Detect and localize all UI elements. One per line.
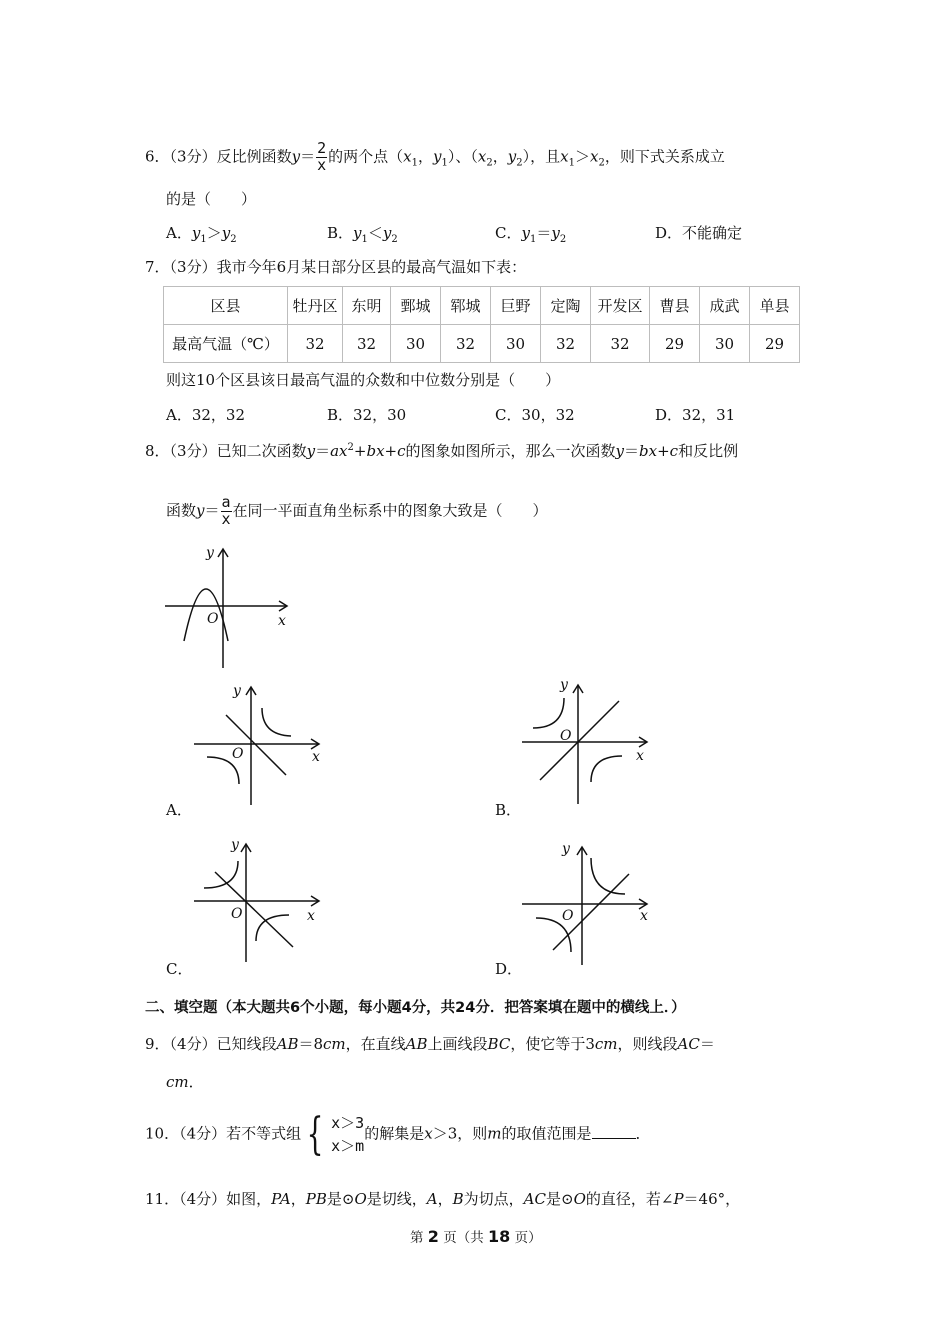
table-cell: 30: [391, 325, 441, 363]
table-cell: 开发区: [591, 287, 650, 325]
x-label: x: [636, 748, 644, 764]
y-label: y: [231, 837, 239, 853]
option-d-figure: [518, 838, 658, 968]
y-label: y: [562, 841, 570, 857]
x-label: x: [307, 908, 315, 924]
table-cell: 郓城: [441, 287, 491, 325]
origin-label: O: [207, 611, 219, 627]
hyperbola-branch: [533, 698, 564, 728]
table-cell: 曹县: [650, 287, 700, 325]
inequality-system: x＞3 x＞m: [331, 1114, 365, 1155]
table-cell: 区县: [164, 287, 288, 325]
table-cell: 牡丹区: [288, 287, 343, 325]
table-cell: 定陶: [541, 287, 591, 325]
q11-line: 11．（4分）如图，PA，PB是⊙O是切线，A，B为切点，AC是⊙O的直径，若∠P＝46°，: [145, 1190, 741, 1208]
table-cell: 30: [700, 325, 750, 363]
q7-option-a: A．32，32: [166, 406, 246, 424]
table-cell: 成武: [700, 287, 750, 325]
brace-icon: {: [306, 1108, 324, 1160]
q7-option-d: D．32，31: [655, 406, 736, 424]
q10-line: 10．（4分）若不等式组 { x＞3 x＞m 的解集是x＞3，则m的取值范围是 ．: [145, 1108, 651, 1160]
option-a-label: A．: [166, 801, 192, 819]
option-c-figure: [190, 835, 330, 965]
hyperbola-branch: [204, 861, 238, 888]
q6-line2: 的是（ ）: [166, 190, 257, 208]
x-label: x: [278, 613, 286, 629]
q7-option-c: C．30，32: [495, 406, 575, 424]
q6-option-b: B．$y_1<y_2$: [327, 224, 398, 245]
q8-line1: 8．（3分）已知二次函数$y=ax^2+bx+c$的图象如图所示，那么一次函数y＝bx+c和反比例: [145, 442, 739, 460]
temperature-table: [163, 286, 800, 363]
q8-line2: 函数y＝ $\frac{a}{x}$ 在同一平面直角坐标系中的图象大致是（ ）: [166, 493, 548, 528]
hyperbola-branch: [262, 708, 291, 736]
y-label: y: [206, 545, 214, 561]
x-label: x: [640, 908, 648, 924]
option-d-label: D．: [495, 960, 523, 978]
q6-fraction: $\frac{2}{x}$: [317, 139, 327, 174]
table-cell: 鄄城: [391, 287, 441, 325]
q7-question: 则这10个区县该日最高气温的众数和中位数分别是（ ）: [166, 371, 561, 389]
linear-function-line: [226, 715, 286, 775]
table-cell: 30: [491, 325, 541, 363]
option-b-label: B．: [495, 801, 522, 819]
origin-label: O: [562, 908, 574, 924]
section-2-heading: 二、填空题（本大题共6个小题，每小题4分，共24分．把答案填在题中的横线上．）: [145, 1000, 686, 1016]
q9-line2: cm．: [166, 1073, 204, 1091]
table-cell: 32: [441, 325, 491, 363]
origin-label: O: [231, 906, 243, 922]
table-cell: 最高气温（℃）: [164, 325, 288, 363]
hyperbola-branch: [591, 858, 625, 894]
q6-option-a: A．$y_1>y_2$: [166, 224, 237, 245]
hyperbola-branch: [591, 756, 622, 782]
table-cell: 32: [591, 325, 650, 363]
parabola-figure: [160, 538, 295, 673]
table-cell: 32: [288, 325, 343, 363]
table-row: [164, 325, 800, 363]
table-cell: 东明: [343, 287, 391, 325]
y-label: y: [233, 683, 241, 699]
table-cell: 巨野: [491, 287, 541, 325]
option-a-figure: [190, 678, 330, 808]
linear-function-line: [540, 701, 619, 780]
table-cell: 32: [343, 325, 391, 363]
answer-blank: [592, 1124, 636, 1139]
table-cell: 单县: [750, 287, 800, 325]
origin-label: O: [232, 746, 244, 762]
x-label: x: [312, 749, 320, 765]
q7-option-b: B．32，30: [327, 406, 407, 424]
q6-line1: 6．（3分）反比例函数y＝ $\frac{2}{x}$ 的两个点（$x_1$，$y_1$）、（$x_2$，$y_2$），且$x_1>x_2$，则下式关系成立: [145, 139, 725, 174]
table-cell: 29: [650, 325, 700, 363]
table-row: [164, 287, 800, 325]
option-c-label: C．: [166, 960, 193, 978]
q6-option-c: C．$y_1=y_2$: [495, 224, 567, 245]
q9-line1: 9．（4分）已知线段AB＝8cm，在直线AB上画线段BC，使它等于3cm，则线段AC＝: [145, 1035, 715, 1053]
y-label: y: [560, 677, 568, 693]
origin-label: O: [560, 728, 572, 744]
parabola-curve: [184, 589, 228, 641]
table-cell: 29: [750, 325, 800, 363]
table-cell: 32: [541, 325, 591, 363]
q7-line1: 7．（3分）我市今年6月某日部分区县的最高气温如下表：: [145, 258, 527, 276]
page-footer: 第 2 页（共 18 页）: [410, 1227, 542, 1246]
q6-option-d: D．不能确定: [655, 224, 743, 242]
q8-fraction: $\frac{a}{x}$: [221, 493, 231, 528]
option-b-figure: [518, 674, 658, 806]
